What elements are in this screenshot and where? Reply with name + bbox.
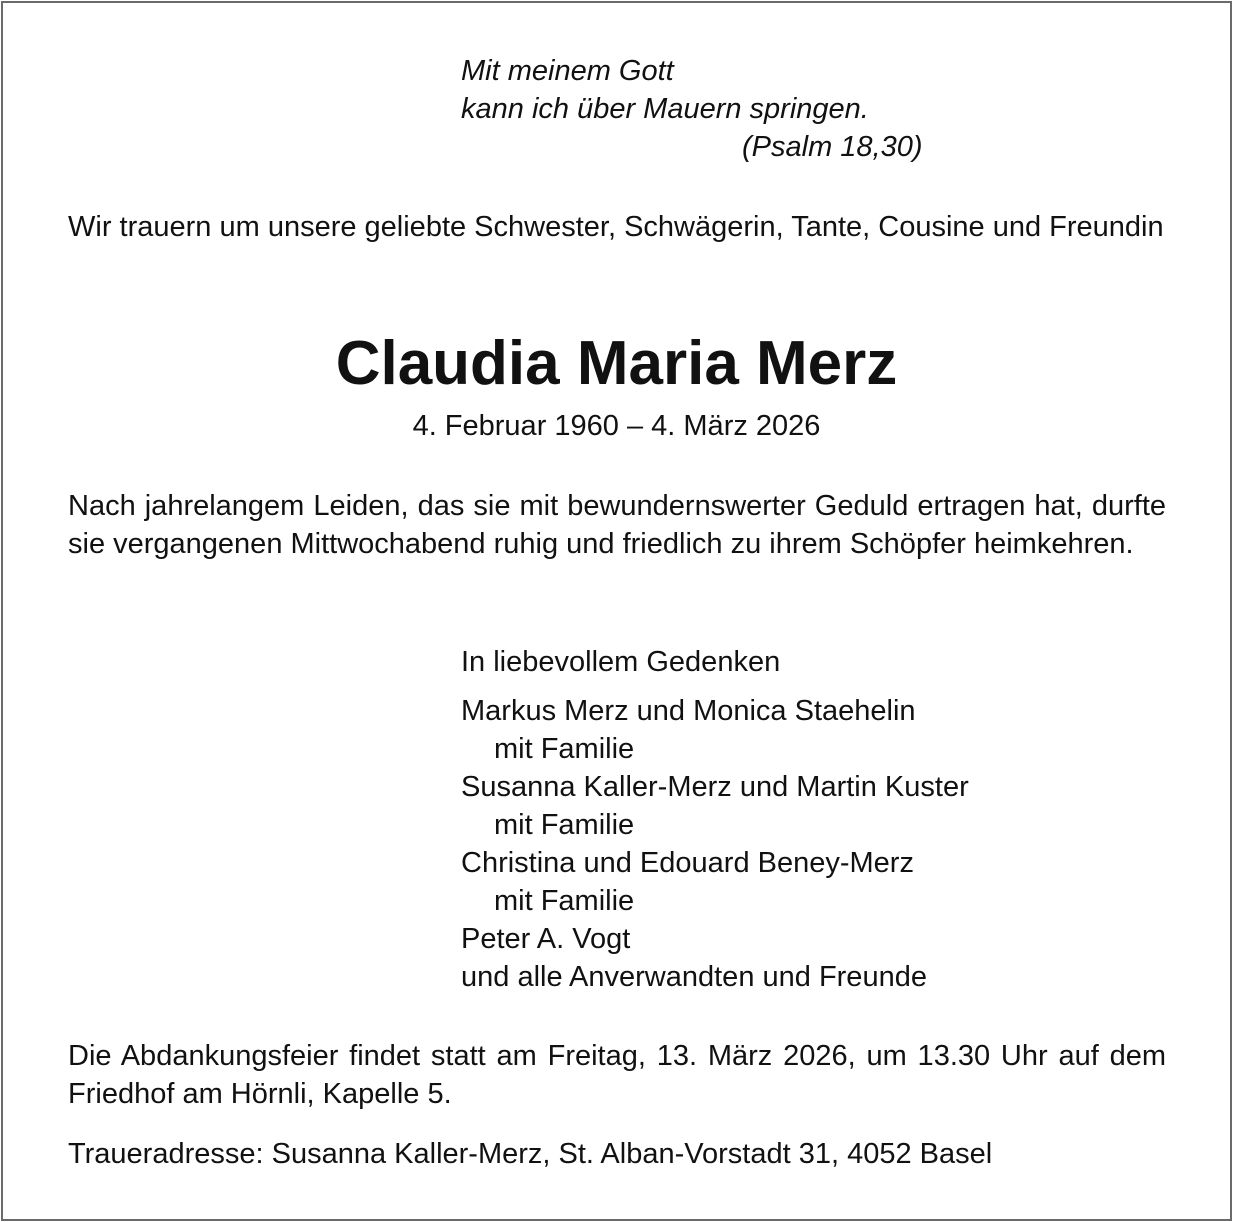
- mourner-line: Markus Merz und Monica Staehelin: [461, 695, 916, 727]
- motto-source: (Psalm 18,30): [742, 131, 923, 163]
- life-dates: 4. Februar 1960 – 4. März 2026: [412, 410, 821, 442]
- motto-line-2: kann ich über Mauern springen.: [461, 93, 869, 125]
- mourner-line: Christina und Edouard Beney-Merz: [461, 847, 914, 879]
- mourner-line: mit Familie: [494, 809, 635, 841]
- intro-text: Wir trauern um unsere geliebte Schwester, Schwägerin, Tante, Cousine und Freundin: [68, 211, 1164, 243]
- mourner-line: Peter A. Vogt: [461, 923, 631, 955]
- motto-line-1: Mit meinem Gott: [461, 55, 674, 87]
- mourner-line: und alle Anverwandten und Freunde: [461, 961, 927, 993]
- mourner-line: Susanna Kaller-Merz und Martin Kuster: [461, 771, 969, 803]
- mourner-line: mit Familie: [494, 733, 635, 765]
- mourners-list: [461, 692, 969, 996]
- message-text: Nach jahrelangem Leiden, das sie mit bewundernswerter Geduld ertragen hat, durfte sie vergangenen Mittwochabend ruhig und friedlich zu ihrem Schöpfer heimkehren.: [68, 490, 1166, 560]
- deceased-name: Claudia Maria Merz: [335, 329, 898, 398]
- mourner-line: mit Familie: [494, 885, 635, 917]
- mourning-address: Traueradresse: Susanna Kaller-Merz, St. Alban-Vorstadt 31, 4052 Basel: [68, 1138, 993, 1170]
- mourners-heading: In liebevollem Gedenken: [461, 646, 781, 678]
- ceremony-text: Die Abdankungsfeier findet statt am Freitag, 13. März 2026, um 13.30 Uhr auf dem Friedhof am Hörnli, Kapelle 5.: [68, 1040, 1166, 1110]
